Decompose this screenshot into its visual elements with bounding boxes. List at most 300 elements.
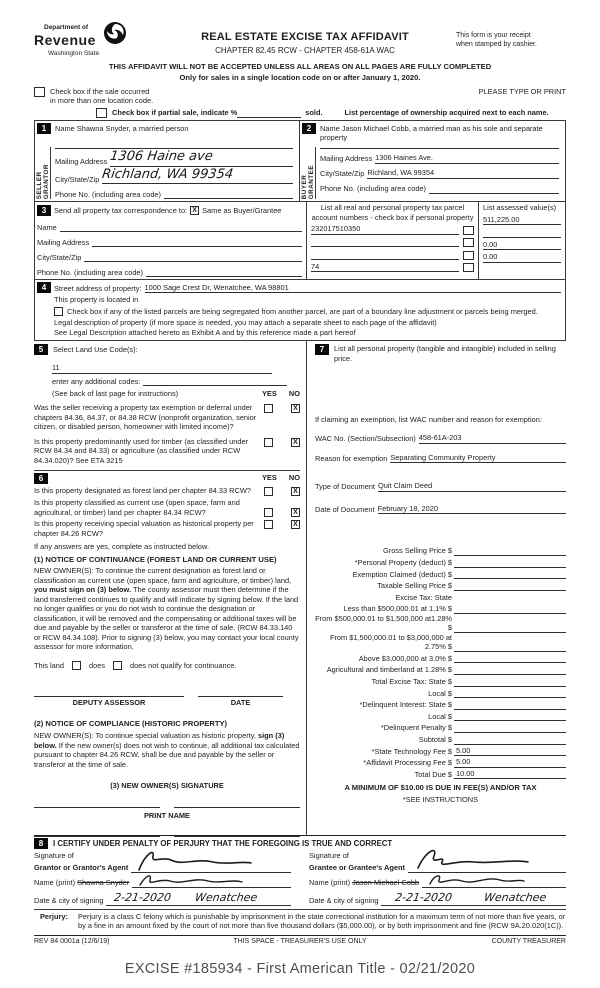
grantor-sig-label: Grantor or Grantor's Agent	[34, 863, 129, 873]
personal-property-checkbox[interactable]	[463, 263, 474, 272]
wac-label: WAC No. (Section/Subsection)	[315, 434, 416, 444]
does-checkbox[interactable]	[72, 661, 81, 670]
seller-city-field[interactable]	[102, 167, 293, 185]
buyer-city-row	[320, 164, 559, 179]
excise-stamp-text: EXCISE #185934 - First American Title - 02/21/2020	[124, 961, 476, 978]
exemption-question-text: Was the seller receiving a property tax exemption or deferral under chapters 84.36, 84.37, or 84.38 RCW (nonprofit organization, senior citizen, or disabled person, homeowner with limited income)?	[34, 403, 257, 432]
seller-side-label	[36, 147, 51, 199]
personal-property-checkbox[interactable]	[463, 226, 474, 235]
fin-field[interactable]	[454, 654, 566, 663]
forest-land-question-text: Is this property designated as forest land per chapter 84.33 RCW?	[34, 486, 251, 496]
corr-name-label: Name	[37, 222, 57, 232]
fin-field[interactable]	[454, 547, 566, 556]
corr-phone-field[interactable]	[146, 268, 302, 277]
new-owner-signature-field-1[interactable]	[34, 807, 160, 809]
left-column	[34, 341, 307, 835]
yes-header: YES	[262, 388, 277, 398]
reason-label: Reason for exemption	[315, 453, 388, 463]
new-owner-signature-title: (3) NEW OWNER(S) SIGNATURE	[110, 781, 224, 791]
timber-no-checkbox[interactable]: X	[291, 438, 300, 447]
yes-header: YES	[262, 473, 277, 483]
section7-header	[315, 344, 566, 363]
buyer-side-label	[301, 147, 316, 199]
buyer-phone-row	[320, 179, 559, 194]
fin-row-delinq-int-state	[315, 698, 566, 710]
seller-mailing-label: Mailing Address	[55, 157, 108, 167]
deputy-assessor-line[interactable]	[34, 696, 184, 707]
fin-row-total-state	[315, 675, 566, 687]
reason-row	[315, 453, 566, 463]
exemption-intro: If claiming an exemption, list WAC number and reason for exemption:	[315, 414, 542, 424]
fin-label: Taxable Selling Price $	[377, 581, 452, 591]
additional-codes-label: enter any additional codes:	[52, 376, 141, 386]
seller-side-label-1: SELLER	[35, 171, 43, 200]
parcel-number-field[interactable]	[311, 238, 459, 247]
grantee-signature-scribble	[412, 846, 532, 874]
fin-row-delinq-penalty	[315, 721, 566, 733]
doc-type-value: Quit Claim Deed	[377, 481, 433, 491]
same-as-buyer-checkbox[interactable]: X	[190, 206, 199, 215]
sec6-yes-no-header	[262, 473, 300, 482]
buyer-city-label: City/State/Zip	[320, 169, 365, 179]
corr-mailing-label: Mailing Address	[37, 237, 90, 247]
doc-date-value: February 18, 2020	[377, 503, 438, 513]
grantee-city-handwriting: Wenatchee	[483, 890, 548, 904]
fin-row-total-local	[315, 687, 566, 699]
street-address-field[interactable]	[145, 283, 561, 293]
corr-name-row	[37, 217, 302, 232]
fin-row-processing-fee	[315, 756, 566, 768]
assessor-date-label: DATE	[230, 698, 251, 707]
minimum-note: A MINIMUM OF $10.00 IS DUE IN FEE(S) AND/OR TAX	[344, 783, 537, 793]
fin-label: Local $	[428, 688, 452, 698]
buyer-name-value[interactable]: Jason Michael Cobb, a married man as his sole and separate property	[320, 123, 543, 143]
buyer-phone-field[interactable]	[429, 185, 559, 194]
parcel-number-field[interactable]: 74	[311, 262, 459, 272]
dor-logo	[34, 24, 154, 59]
notice2-title: (2) NOTICE OF COMPLIANCE (HISTORIC PROPERTY)	[34, 719, 228, 729]
assessed-value-field[interactable]: 0.00	[483, 238, 561, 251]
fin-field[interactable]	[454, 643, 566, 652]
grantor-date-row	[34, 891, 291, 906]
perjury-label: Perjury:	[40, 911, 68, 921]
fin-label: *State Technology Fee $	[371, 746, 452, 756]
corr-mailing-field[interactable]	[92, 238, 302, 247]
fin-label: *Affidavit Processing Fee $	[363, 758, 452, 768]
buyer-name-label: Name	[320, 123, 340, 133]
current-use-boxes	[264, 507, 300, 517]
buyer-name-row	[320, 123, 559, 149]
parcel-number-field[interactable]	[311, 251, 459, 260]
doc-type-field[interactable]	[378, 481, 566, 491]
personal-property-checkbox[interactable]	[463, 238, 474, 247]
current-use-question-text: Is this property classified as current use (open space, farm and agricultural, or timber) land per chapter 84.34 RCW?	[34, 498, 240, 517]
fin-label: Subtotal $	[418, 735, 452, 745]
land-use-title: Select Land Use Code(s):	[53, 344, 138, 354]
personal-property-title: List all personal property (tangible and intangible) included in selling price.	[334, 344, 556, 363]
grantor-name-scribble	[136, 871, 246, 889]
forest-land-question	[34, 486, 300, 496]
grantee-date-city-label: Date & city of signing	[309, 896, 379, 906]
notice2-body-a: NEW OWNER(S): To continue special valuation as historic property,	[34, 731, 258, 741]
notice1-body-bold: you must sign on (3) below.	[34, 585, 132, 595]
legal-description-label: Legal description of property (if more space is needed, you may attach a separate sheet to each page of the affidavit)	[54, 318, 437, 328]
buyer-side-label-1: BUYER	[300, 174, 308, 200]
notice1-title: (1) NOTICE OF CONTINUANCE (FOREST LAND OR CURRENT USE)	[34, 554, 277, 564]
grantee-date-handwriting: 2-21-2020	[394, 890, 454, 904]
seller-side-label-2: GRANTOR	[42, 163, 50, 200]
fin-field[interactable]	[454, 582, 566, 591]
historic-no-checkbox[interactable]: X	[291, 520, 300, 529]
current-use-no-checkbox[interactable]: X	[291, 508, 300, 517]
continuance-row	[34, 661, 300, 670]
property-address-section	[34, 280, 566, 341]
exemption-question	[34, 403, 300, 431]
seller-mailing-field[interactable]	[110, 149, 293, 167]
buyer-mailing-row	[320, 149, 559, 164]
see-back-label: (See back of last page for instructions)	[52, 388, 179, 398]
land-use-code-value: 11	[52, 363, 60, 373]
seller-name-row	[55, 123, 293, 149]
parcel-header-2: account numbers - check box if personal property	[311, 212, 474, 222]
correspondence-header	[37, 204, 302, 217]
assessed-value-field[interactable]	[483, 225, 561, 238]
receipt-note	[456, 24, 566, 59]
fin-field[interactable]	[454, 559, 566, 568]
fin-row-gross	[315, 544, 566, 556]
grantor-signature-block	[34, 851, 291, 906]
buyer-phone-label: Phone No. (including area code)	[320, 184, 426, 194]
section5-badge: 5	[34, 344, 48, 355]
fin-field[interactable]	[454, 736, 566, 745]
tax-correspondence-section	[34, 202, 566, 280]
corr-mailing-row	[37, 232, 302, 247]
assessed-value-field[interactable]: 511,225.00	[483, 213, 561, 226]
parcel-row	[311, 235, 474, 248]
fin-label: Exemption Claimed (deduct) $	[352, 569, 452, 579]
multi-location-checkbox[interactable]	[34, 87, 45, 97]
grantee-sig-label: Grantee or Grantee's Agent	[309, 863, 405, 873]
logo-dept-text: Department of	[44, 24, 89, 31]
fin-field[interactable]: 10.00	[454, 769, 566, 779]
current-use-question	[34, 498, 300, 517]
doc-type-row	[315, 481, 566, 491]
section7-badge: 7	[315, 344, 329, 355]
corr-phone-label: Phone No. (including area code)	[37, 267, 143, 277]
financial-block	[315, 544, 566, 779]
receipt-line2: when stamped by cashier.	[456, 40, 537, 48]
fin-row-delinq-int-local	[315, 710, 566, 722]
grantee-name-field[interactable]	[422, 879, 566, 888]
seller-mailing-handwriting: 1306 Haine ave	[109, 148, 214, 164]
grantor-date-city-field[interactable]	[106, 891, 291, 906]
assessor-sign-row	[34, 696, 300, 707]
buyer-section	[300, 121, 565, 201]
section1-badge: 1	[37, 123, 51, 134]
fin-row-taxable	[315, 579, 566, 591]
new-owner-sig-lines	[34, 807, 300, 809]
new-owner-signature-field-2[interactable]	[174, 807, 300, 809]
fin-label: *Delinquent Penalty $	[380, 723, 452, 733]
no-header: NO	[288, 388, 300, 398]
additional-codes-field[interactable]	[143, 377, 287, 386]
fin-field[interactable]	[454, 678, 566, 687]
footer-row	[34, 935, 566, 947]
seller-phone-field[interactable]	[164, 190, 293, 199]
notice1-body-a: NEW OWNER(S): To continue the current designation as forest land or classification as current use (open space, farm and agriculture, or timber) land,	[34, 566, 292, 585]
street-address-value: 1000 Sage Crest Dr, Wenatchee, WA 98801	[144, 282, 289, 292]
fin-label: Agricultural and timberland at 1.28% $	[326, 665, 452, 675]
corr-city-row	[37, 247, 302, 262]
perjury-notice	[34, 909, 566, 933]
fin-label: Total Excise Tax: State $	[371, 677, 452, 687]
form-subtitle: CHAPTER 82.45 RCW - CHAPTER 458-61A WAC	[215, 46, 395, 56]
section5-header	[34, 344, 300, 355]
forest-land-boxes	[264, 486, 300, 496]
receipt-line1: This form is your receipt	[456, 32, 531, 39]
fin-label: Local $	[428, 711, 452, 721]
send-correspondence-label: Send all property tax correspondence to:	[54, 205, 188, 215]
fin-label: From $1,500,000.01 to $3,000,000 at 2.75% $	[329, 632, 452, 652]
fin-field[interactable]	[454, 624, 566, 633]
seller-city-label: City/State/Zip	[55, 174, 100, 184]
legal-description-value: See Legal Description attached hereto as Exhibit A and by this reference made a part hereof	[54, 327, 356, 337]
forest-no-checkbox[interactable]: X	[291, 487, 300, 496]
fin-row-tier4	[315, 652, 566, 664]
does-label: does	[89, 660, 106, 670]
exemption-yes-checkbox[interactable]	[264, 404, 273, 413]
acceptance-warning: THIS AFFIDAVIT WILL NOT BE ACCEPTED UNLESS ALL AREAS ON ALL PAGES ARE FULLY COMPLETED	[108, 61, 492, 71]
if-yes-note: If any answers are yes, complete as instructed below.	[34, 542, 209, 552]
fin-label: From $500,000.01 to $1,500,000 at1.28% $	[315, 613, 452, 633]
corr-phone-row	[37, 262, 302, 277]
grantor-name-print-label: Name (print)	[34, 878, 76, 888]
wac-field[interactable]	[419, 433, 566, 443]
personal-property-checkbox[interactable]	[463, 251, 474, 260]
fin-label: Total Due $	[414, 769, 452, 779]
fin-row-tier1	[315, 602, 566, 614]
buyer-mailing-value: 1306 Haines Ave.	[375, 153, 433, 163]
parcel-row	[311, 247, 474, 260]
wac-value: 458-61A-203	[418, 433, 462, 443]
buyer-mailing-field[interactable]	[375, 153, 559, 163]
section4-badge: 4	[37, 282, 51, 293]
grantee-date-row	[309, 891, 566, 906]
see-back-row	[52, 389, 300, 398]
additional-codes-row	[52, 377, 287, 386]
section2-badge: 2	[302, 123, 316, 134]
fin-row-agri	[315, 663, 566, 675]
certification-section	[34, 835, 566, 906]
grantor-name-field[interactable]	[132, 879, 291, 888]
form-rev-number: REV 84 0001a (12/6/19)	[34, 937, 110, 945]
parcel-number-field[interactable]: 2320175​10350	[311, 224, 459, 234]
fin-field[interactable]	[454, 605, 566, 614]
partial-sale-row	[34, 108, 566, 118]
fin-label: Gross Selling Price $	[382, 546, 452, 556]
see-instructions: *SEE INSTRUCTIONS	[402, 795, 479, 804]
main-columns	[34, 341, 566, 835]
single-location-note: Only for sales in a single location code on or after January 1, 2020.	[179, 73, 421, 83]
no-header: NO	[288, 473, 300, 483]
fin-field[interactable]	[454, 689, 566, 698]
parties-section	[34, 120, 566, 202]
certify-statement: I CERTIFY UNDER PENALTY OF PERJURY THAT THE FOREGOING IS TRUE AND CORRECT	[53, 838, 393, 848]
assessor-date-line[interactable]	[198, 696, 283, 707]
partial-sale-sold: sold.	[305, 108, 323, 118]
fin-field[interactable]	[454, 712, 566, 721]
grantee-name-print-label: Name (print)	[309, 878, 351, 888]
timber-question-text: Is this property predominantly used for timber (as classified under RCW 84.34 and 84.33) or agriculture (as classified under RCW 84.34.020)? See ETA 3215	[34, 436, 249, 465]
county-treasurer-label: COUNTY TREASURER	[491, 937, 566, 945]
fin-row-tech-fee	[315, 745, 566, 757]
corr-city-label: City/State/Zip	[37, 252, 82, 262]
fin-row-total-due	[315, 768, 566, 780]
notice2-body	[34, 731, 300, 769]
fin-field[interactable]	[454, 724, 566, 733]
buyer-city-value: Richland, WA 99354	[367, 168, 435, 178]
section6-header	[34, 470, 300, 484]
does-not-checkbox[interactable]	[113, 661, 122, 670]
sec5-yes-no-header	[262, 389, 300, 398]
street-address-row	[37, 282, 561, 293]
fin-field[interactable]: 5.00	[454, 757, 566, 767]
same-as-buyer-label: Same as Buyer/Grantee	[202, 205, 282, 215]
fin-label: *Personal Property (deduct) $	[354, 558, 452, 568]
logo-revenue-text: Revenue	[34, 32, 96, 49]
grantee-date-city-field[interactable]	[381, 891, 566, 906]
assessed-value-field[interactable]: 0.00	[483, 250, 561, 263]
parcel-row	[311, 260, 474, 273]
partial-sale-label: Check box if partial sale, indicate %	[112, 108, 238, 118]
forest-yes-checkbox[interactable]	[264, 487, 273, 496]
multi-location-label-2: in more than one location code.	[50, 96, 154, 106]
this-land-label: This land	[34, 660, 64, 670]
seller-phone-row	[55, 184, 293, 199]
seller-city-handwriting: Richland, WA 99354	[101, 166, 235, 182]
historic-boxes	[264, 519, 300, 529]
timber-yes-checkbox[interactable]	[264, 438, 273, 447]
notice2-body-c: If the new owner(s) does not wish to continue, all additional tax calculated pursuant to chapter 84.26 RCW, shall be due and payable by the seller or transferor at the time of sale.	[34, 740, 300, 769]
notice1-body-c: The county assessor must then determine if the land transferred continues to qualify and will indicate by signing below. If the land no longer qualifies or you do not wish to continue the designation or classification, it will be removed and the compensating or additional taxes will be due and payable by the seller or transferor at the time of sale. (RCW 84.33.140 or RCW 84.34.108). Prior to signing (3) below, you may contact your local county assessor for more information.	[34, 585, 299, 652]
multi-location-label	[50, 87, 446, 106]
correspondence-fields	[35, 202, 307, 279]
seller-name-value[interactable]: Shawna Snyder, a married person	[76, 123, 189, 133]
corr-name-field[interactable]	[60, 223, 302, 232]
fin-label: *Delinquent Interest: State $	[359, 700, 452, 710]
exemption-no-checkbox[interactable]: X	[291, 404, 300, 413]
fin-spacer	[454, 593, 566, 602]
fin-field[interactable]	[454, 701, 566, 710]
grantee-signature-block	[309, 851, 566, 906]
section3-badge: 3	[37, 205, 51, 216]
parcel-numbers-column	[307, 202, 479, 279]
grantor-name-row	[34, 876, 291, 888]
corr-city-field[interactable]	[84, 253, 302, 262]
grantor-city-handwriting: Wenatchee	[194, 890, 259, 904]
historic-question	[34, 519, 300, 538]
fin-label: Less than $500,000.01 at 1.1% $	[343, 604, 452, 614]
land-use-code-row	[52, 363, 272, 373]
located-in-label: This property is located in	[54, 295, 139, 305]
current-use-yes-checkbox[interactable]	[264, 508, 273, 517]
please-type-note: PLEASE TYPE OR PRINT	[478, 86, 566, 96]
grantee-sig-of: Signature of	[309, 851, 349, 861]
buyer-city-field[interactable]	[367, 168, 559, 178]
logo-state-text: Washington State	[48, 50, 100, 58]
historic-yes-checkbox[interactable]	[264, 520, 273, 529]
notice1-body	[34, 566, 300, 651]
reason-field[interactable]	[390, 453, 566, 463]
segregated-row	[54, 307, 561, 316]
section8-badge: 8	[34, 838, 48, 849]
partial-sale-percent-field[interactable]	[237, 117, 301, 118]
segregated-checkbox[interactable]	[54, 307, 63, 316]
perjury-text: Perjury is a class C felony which is punishable by imprisonment in the state correctional institution for a maximum term of not more than five years, or by a fine in an amount fixed by the court of not more than five thousand dollars ($5,000.00), or by both imprisonment and fine (RCW 9A.20.020(1C)).	[78, 911, 566, 931]
section6-badge: 6	[34, 473, 48, 484]
seller-section	[35, 121, 300, 201]
fin-row-personal	[315, 556, 566, 568]
doc-date-field[interactable]	[378, 504, 566, 514]
land-use-code-field[interactable]	[52, 363, 272, 373]
buyer-mailing-label: Mailing Address	[320, 154, 373, 164]
partial-sale-checkbox[interactable]	[96, 108, 107, 118]
historic-question-text: Is this property receiving special valuation as historical property per chapter 84.26 RCW?	[34, 519, 254, 538]
doc-type-label: Type of Document	[315, 482, 375, 492]
grantee-printed-name: Jason Michael Cobb	[352, 878, 420, 888]
street-address-label: Street address of property:	[54, 283, 142, 293]
doc-date-row	[315, 504, 566, 514]
deputy-assessor-label: DEPUTY ASSESSOR	[72, 698, 146, 707]
parcel-row	[311, 222, 474, 235]
print-name-title: PRINT NAME	[144, 810, 190, 820]
timber-question-boxes	[264, 437, 300, 447]
grantee-name-scribble	[426, 871, 526, 889]
notice2-body-bold: sign (3) below.	[34, 731, 285, 750]
fin-row-exemption	[315, 568, 566, 580]
title-block	[154, 24, 456, 59]
fin-row-subtotal	[315, 733, 566, 745]
form-header	[34, 24, 566, 59]
grantor-printed-name: Shawna Snyder	[77, 878, 130, 888]
seller-phone-label: Phone No. (including area code)	[55, 189, 161, 199]
ownership-note: List percentage of ownership acquired next to each name.	[344, 108, 549, 118]
fin-row-tier3	[315, 633, 566, 652]
seller-city-row	[55, 167, 293, 185]
fin-field[interactable]	[454, 570, 566, 579]
exemption-question-boxes	[264, 403, 300, 413]
grantee-name-row	[309, 876, 566, 888]
multi-location-row	[34, 87, 566, 106]
grantor-date-city-label: Date & city of signing	[34, 896, 104, 906]
revenue-swirl-icon	[102, 20, 128, 46]
wac-row	[315, 433, 566, 443]
fin-label: Excise Tax: State	[395, 592, 452, 602]
buyer-side-label-2: GRANTEE	[307, 164, 315, 200]
fin-label: Above $3,000,000 at 3.0% $	[358, 653, 452, 663]
fin-row-excise-state	[315, 591, 566, 603]
fin-field[interactable]: 5.00	[454, 746, 566, 756]
assessed-header: List assessed value(s)	[483, 203, 557, 213]
segregated-label: Check box if any of the listed parcels are being segregated from another parcel, are part of a boundary line adjustment or parcels being merged.	[67, 306, 538, 316]
timber-question	[34, 437, 300, 465]
seller-name-label: Name	[55, 123, 75, 133]
doc-date-label: Date of Document	[315, 504, 375, 514]
assessed-values-column	[479, 202, 565, 279]
parcel-header-1: List all real and personal property tax parcel	[320, 203, 465, 213]
seller-mailing-row	[55, 149, 293, 167]
fin-field[interactable]	[454, 666, 566, 675]
